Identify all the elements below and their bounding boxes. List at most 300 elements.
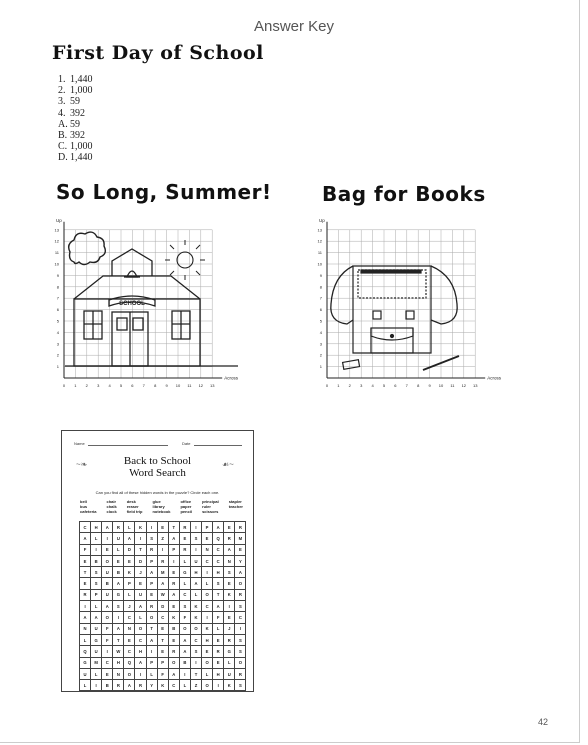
grid-cell: E (124, 555, 135, 566)
grid-cell: H (202, 634, 213, 645)
grid-cell: L (213, 623, 224, 634)
y-tick-label: 11 (317, 250, 322, 256)
grid-cell: D (135, 555, 146, 566)
answer-item (58, 74, 93, 85)
grid-cell: M (91, 657, 102, 668)
grid-cell: L (124, 522, 135, 533)
grid-cell: A (168, 533, 179, 544)
y-tick-label: 1 (319, 364, 322, 370)
grid-cell: B (179, 657, 190, 668)
grid-cell: L (179, 578, 190, 589)
grid-cell: O (102, 555, 113, 566)
grid-cell: S (113, 601, 124, 612)
grid-cell: O (235, 578, 246, 589)
y-tick-label: 13 (54, 227, 59, 233)
grid-row (80, 601, 246, 612)
grid-cell: I (190, 522, 201, 533)
grid-cell: A (102, 522, 113, 533)
answer-value: 392 (70, 130, 85, 142)
grid-cell: R (213, 646, 224, 657)
grid-cell: E (202, 533, 213, 544)
y-tick-label: 9 (319, 272, 322, 278)
answer-item (58, 108, 93, 119)
x-tick-label: 10 (438, 383, 444, 388)
grid-cell: S (235, 601, 246, 612)
grid-cell: S (179, 601, 190, 612)
grid-cell: O (202, 589, 213, 600)
grid-cell: N (113, 668, 124, 679)
grid-cell: T (135, 544, 146, 555)
x-tick-label: 13 (472, 383, 478, 388)
grid-cell: I (102, 533, 113, 544)
grid-cell: K (190, 612, 201, 623)
grid-cell: K (190, 601, 201, 612)
grid-cell: T (157, 634, 168, 645)
grid-cell: U (91, 623, 102, 634)
grid-cell: R (179, 522, 190, 533)
answer-key: C. (58, 141, 68, 153)
grid-cell: U (91, 646, 102, 657)
grid-cell: A (213, 522, 224, 533)
answer-value: 392 (70, 107, 85, 119)
grid-cell: A (190, 578, 201, 589)
word-search-title-line1: Back to School (123, 455, 192, 467)
answer-key: 2. (58, 85, 66, 97)
grid-cell: P (157, 657, 168, 668)
grid-cell: M (157, 567, 168, 578)
grid-cell: A (91, 612, 102, 623)
grid-cell: T (146, 623, 157, 634)
grid-cell: J (135, 567, 146, 578)
grid-cell: R (113, 522, 124, 533)
answer-value: 1,440 (70, 152, 93, 164)
grid-cell: E (168, 634, 179, 645)
grid-cell: P (91, 589, 102, 600)
grid-cell: T (80, 567, 91, 578)
y-tick-label: 2 (319, 352, 322, 358)
word-item: cafeteria (80, 509, 97, 514)
x-tick-label: 4 (108, 383, 111, 388)
grid-cell: M (235, 533, 246, 544)
grid-cell: T (113, 634, 124, 645)
grid-cell: O (190, 623, 201, 634)
grid-cell: E (157, 623, 168, 634)
school-sign-text: SCHOOL (119, 301, 145, 307)
x-tick-label: 13 (209, 383, 215, 388)
answer-value: 59 (70, 118, 80, 130)
grid-cell: K (157, 680, 168, 691)
x-tick-label: 6 (394, 383, 397, 388)
grid-cell: E (224, 612, 235, 623)
word-item: eraser (126, 504, 139, 509)
x-tick-label: 5 (119, 383, 123, 388)
grid-cell: J (224, 623, 235, 634)
grid-cell: E (224, 578, 235, 589)
x-tick-label: 2 (348, 383, 351, 388)
grid-cell: E (224, 522, 235, 533)
grid-cell: R (235, 589, 246, 600)
x-tick-label: 8 (154, 383, 157, 388)
grid-cell: D (124, 544, 135, 555)
x-tick-label: 8 (417, 383, 420, 388)
grid-cell: K (168, 612, 179, 623)
grid-cell: S (190, 646, 201, 657)
answer-key: 3. (58, 96, 66, 108)
grid-cell: P (146, 555, 157, 566)
grid-cell: E (80, 555, 91, 566)
grid-cell: G (179, 567, 190, 578)
grid-cell: Z (190, 680, 201, 691)
grid-cell: C (135, 634, 146, 645)
x-tick-label: 3 (360, 383, 363, 388)
grid-cell: J (124, 601, 135, 612)
word-item: desk (126, 499, 136, 504)
grid-cell: C (213, 544, 224, 555)
answer-item (58, 152, 93, 163)
grid-cell: S (91, 567, 102, 578)
grid-cell: A (213, 601, 224, 612)
grid-cell: C (190, 634, 201, 645)
grid-cell: C (202, 601, 213, 612)
grid-row (80, 680, 246, 691)
grid-cell: O (124, 668, 135, 679)
grid-cell: L (91, 668, 102, 679)
x-tick-label: 10 (175, 383, 181, 388)
x-tick-label: 1 (74, 383, 77, 388)
word-item: office (180, 499, 192, 504)
grid-cell: B (102, 578, 113, 589)
grid-row (80, 623, 246, 634)
x-tick-label: 1 (337, 383, 340, 388)
date-label: Date (182, 441, 191, 446)
grid-cell: E (213, 657, 224, 668)
grid-row (80, 634, 246, 645)
grid-cell: H (91, 522, 102, 533)
name-line (88, 445, 168, 446)
word-list (80, 499, 245, 514)
grid-cell: O (235, 657, 246, 668)
grid-cell: L (202, 668, 213, 679)
word-item: scissors (202, 509, 219, 514)
grid-cell: I (113, 612, 124, 623)
y-tick-label: 6 (319, 307, 322, 313)
grid-cell: A (179, 634, 190, 645)
y-tick-label: 6 (56, 307, 59, 313)
grid-cell: P (202, 522, 213, 533)
grid-row (80, 533, 246, 544)
answer-item (58, 141, 93, 152)
grid-cell: C (168, 680, 179, 691)
grid-cell: O (168, 657, 179, 668)
word-item: chalk (106, 504, 117, 509)
answer-value: 1,000 (70, 85, 93, 97)
grid-cell: I (102, 646, 113, 657)
word-item: bus (80, 504, 88, 509)
grid-cell: A (80, 612, 91, 623)
y-tick-label: 11 (54, 250, 59, 256)
grid-cell: H (213, 668, 224, 679)
grid-row (80, 544, 246, 555)
grid-cell: Y (235, 555, 246, 566)
grid-row (80, 522, 246, 533)
grid-cell: F (179, 612, 190, 623)
answer-item (58, 130, 93, 141)
x-tick-label: 7 (405, 383, 408, 388)
grid-cell: E (102, 668, 113, 679)
grid-row (80, 578, 246, 589)
letter-grid (79, 521, 246, 691)
y-tick-label: 8 (319, 284, 322, 290)
grid-cell: O (202, 680, 213, 691)
y-tick-label: 4 (319, 329, 322, 335)
grid-cell: I (202, 567, 213, 578)
grid-cell: G (80, 657, 91, 668)
grid-cell: I (157, 544, 168, 555)
y-tick-label: 4 (56, 329, 59, 335)
grid-cell: L (113, 544, 124, 555)
grid-cell: O (135, 623, 146, 634)
word-item: teacher (228, 504, 243, 509)
grid-cell: L (146, 668, 157, 679)
grid-cell: E (135, 578, 146, 589)
page-number: 42 (538, 717, 549, 727)
word-search-title-line2: Word Search (129, 467, 186, 479)
grid-cell: S (146, 533, 157, 544)
grid-cell: N (124, 623, 135, 634)
grid-row (80, 657, 246, 668)
grid-cell: A (135, 601, 146, 612)
grid-cell: U (102, 589, 113, 600)
answer-value: 1,000 (70, 141, 93, 153)
grid-cell: R (146, 544, 157, 555)
x-tick-label: 2 (85, 383, 88, 388)
grid-cell: I (213, 680, 224, 691)
grid-row (80, 567, 246, 578)
x-tick-label: 3 (97, 383, 100, 388)
y-tick-label: 12 (317, 238, 322, 244)
grid-cell: U (113, 533, 124, 544)
x-tick-label: 11 (450, 383, 455, 388)
answer-value: 59 (70, 96, 80, 108)
grid-cell: A (157, 578, 168, 589)
grid-cell: C (157, 612, 168, 623)
answer-key: A. (58, 118, 68, 130)
grid-cell: F (80, 544, 91, 555)
word-item: clock (106, 509, 117, 514)
grid-cell: L (202, 578, 213, 589)
y-tick-label: 12 (54, 238, 59, 244)
grid-cell: Q (80, 646, 91, 657)
grid-cell: R (157, 555, 168, 566)
grid-cell: R (80, 589, 91, 600)
x-tick-label: 12 (461, 383, 467, 388)
grid-cell: C (80, 522, 91, 533)
x-tick-label: 0 (325, 383, 329, 388)
grid-cell: E (168, 567, 179, 578)
grid-cell: F (213, 612, 224, 623)
word-item: pencil (180, 509, 193, 514)
grid-cell: R (168, 578, 179, 589)
word-item: field trip (126, 509, 143, 514)
grid-cell: L (190, 589, 201, 600)
grid-cell: Q (213, 533, 224, 544)
grid-cell: P (124, 578, 135, 589)
grid-cell: E (202, 646, 213, 657)
grid-cell: L (91, 601, 102, 612)
grid-cell: H (190, 567, 201, 578)
grid-cell: T (190, 668, 201, 679)
grid-cell: A (146, 634, 157, 645)
name-label: Name (74, 441, 85, 446)
x-tick-label: 11 (187, 383, 192, 388)
grid-cell: E (179, 533, 190, 544)
grid-cell: R (146, 601, 157, 612)
grid-cell: I (146, 522, 157, 533)
x-tick-label: 9 (165, 383, 168, 388)
answer-item (58, 119, 93, 130)
grid-cell: I (91, 680, 102, 691)
x-tick-label: 0 (62, 383, 66, 388)
y-tick-label: 1 (56, 364, 59, 370)
word-item (229, 509, 245, 514)
grid-cell: U (80, 668, 91, 679)
grid-cell: H (135, 646, 146, 657)
grid-cell: U (190, 555, 201, 566)
books-title: Bag for Books (322, 182, 486, 206)
grid-cell: L (224, 657, 235, 668)
x-tick-label: 6 (131, 383, 134, 388)
grid-cell: S (235, 680, 246, 691)
x-tick-label: 12 (198, 383, 204, 388)
answer-key: 1. (58, 74, 66, 85)
grid-cell: W (113, 646, 124, 657)
date-line (194, 445, 242, 446)
word-item: glue (152, 499, 161, 504)
grid-cell: I (168, 555, 179, 566)
grid-cell: Q (124, 657, 135, 668)
grid-cell: T (213, 589, 224, 600)
grid-cell: I (91, 544, 102, 555)
grid-cell: B (102, 680, 113, 691)
grid-cell: E (168, 601, 179, 612)
word-search-worksheet (61, 430, 254, 692)
grid-cell: S (224, 567, 235, 578)
grid-cell: G (113, 589, 124, 600)
grid-cell: L (80, 680, 91, 691)
grid-cell: T (168, 522, 179, 533)
grid-cell: K (202, 623, 213, 634)
grid-cell: C (124, 612, 135, 623)
y-tick-label: 10 (54, 261, 59, 267)
grid-row (80, 589, 246, 600)
grid-cell: F (102, 623, 113, 634)
grid-cell: U (224, 668, 235, 679)
grid-cell: L (124, 589, 135, 600)
word-item: ruler (202, 504, 211, 509)
grid-cell: L (179, 555, 190, 566)
y-tick-label: 5 (56, 318, 59, 324)
up-label: Up (319, 217, 325, 223)
word-item: paper (180, 504, 192, 509)
eraser-icon (343, 360, 360, 370)
grid-cell: O (202, 657, 213, 668)
grid-cell: Y (146, 680, 157, 691)
grid-cell: C (124, 646, 135, 657)
grid-cell: K (124, 567, 135, 578)
y-tick-label: 8 (56, 284, 59, 290)
word-item: chair (106, 499, 117, 504)
word-item: bell (80, 499, 87, 504)
summer-grid (50, 218, 260, 390)
word-search-instructions: Can you find all of these hidden words in the puzzle? Circle each one. (95, 490, 220, 495)
grid-cell: H (213, 567, 224, 578)
grid-cell: R (168, 646, 179, 657)
grid-cell: K (224, 589, 235, 600)
grid-cell: A (102, 601, 113, 612)
grid-cell: K (224, 680, 235, 691)
up-label: Up (56, 217, 62, 223)
books-grid (313, 218, 523, 390)
first-day-title: First Day of School (52, 42, 264, 64)
grid-cell: E (146, 589, 157, 600)
grid-cell: E (157, 522, 168, 533)
grid-cell: S (91, 578, 102, 589)
grid-cell: R (224, 634, 235, 645)
grid-cell: K (135, 522, 146, 533)
y-tick-label: 3 (319, 341, 322, 347)
answer-key: 4. (58, 107, 66, 119)
grid-cell: O (102, 612, 113, 623)
grid-cell: O (146, 612, 157, 623)
grid-cell: C (179, 589, 190, 600)
y-tick-label: 7 (319, 295, 322, 301)
grid-cell: A (113, 623, 124, 634)
grid-cell: S (235, 646, 246, 657)
answer-key: D. (58, 152, 68, 164)
grid-cell: I (202, 612, 213, 623)
grid-cell: E (102, 544, 113, 555)
grid-cell: P (146, 578, 157, 589)
grid-cell: R (135, 680, 146, 691)
grid-cell: E (213, 634, 224, 645)
answer-list (58, 74, 93, 164)
swirl-left-icon: ~❧ (76, 460, 88, 469)
y-tick-label: 7 (56, 295, 59, 301)
grid-row (80, 646, 246, 657)
grid-cell: R (224, 533, 235, 544)
grid-cell: I (146, 646, 157, 657)
y-tick-label: 9 (56, 272, 59, 278)
grid-cell: I (135, 533, 146, 544)
grid-cell: L (80, 634, 91, 645)
grid-cell: A (235, 567, 246, 578)
grid-cell: A (168, 668, 179, 679)
grid-cell: L (91, 533, 102, 544)
grid-cell: I (179, 668, 190, 679)
grid-cell: E (80, 578, 91, 589)
sun-icon (177, 252, 193, 268)
grid-cell: F (102, 634, 113, 645)
grid-cell: Z (157, 533, 168, 544)
y-tick-label: 3 (56, 341, 59, 347)
y-tick-label: 10 (317, 261, 322, 267)
grid-cell: A (168, 589, 179, 600)
grid-cell: O (179, 623, 190, 634)
grid-cell: L (135, 612, 146, 623)
y-tick-label: 5 (319, 318, 322, 324)
grid-cell: A (224, 544, 235, 555)
answer-item (58, 85, 93, 96)
